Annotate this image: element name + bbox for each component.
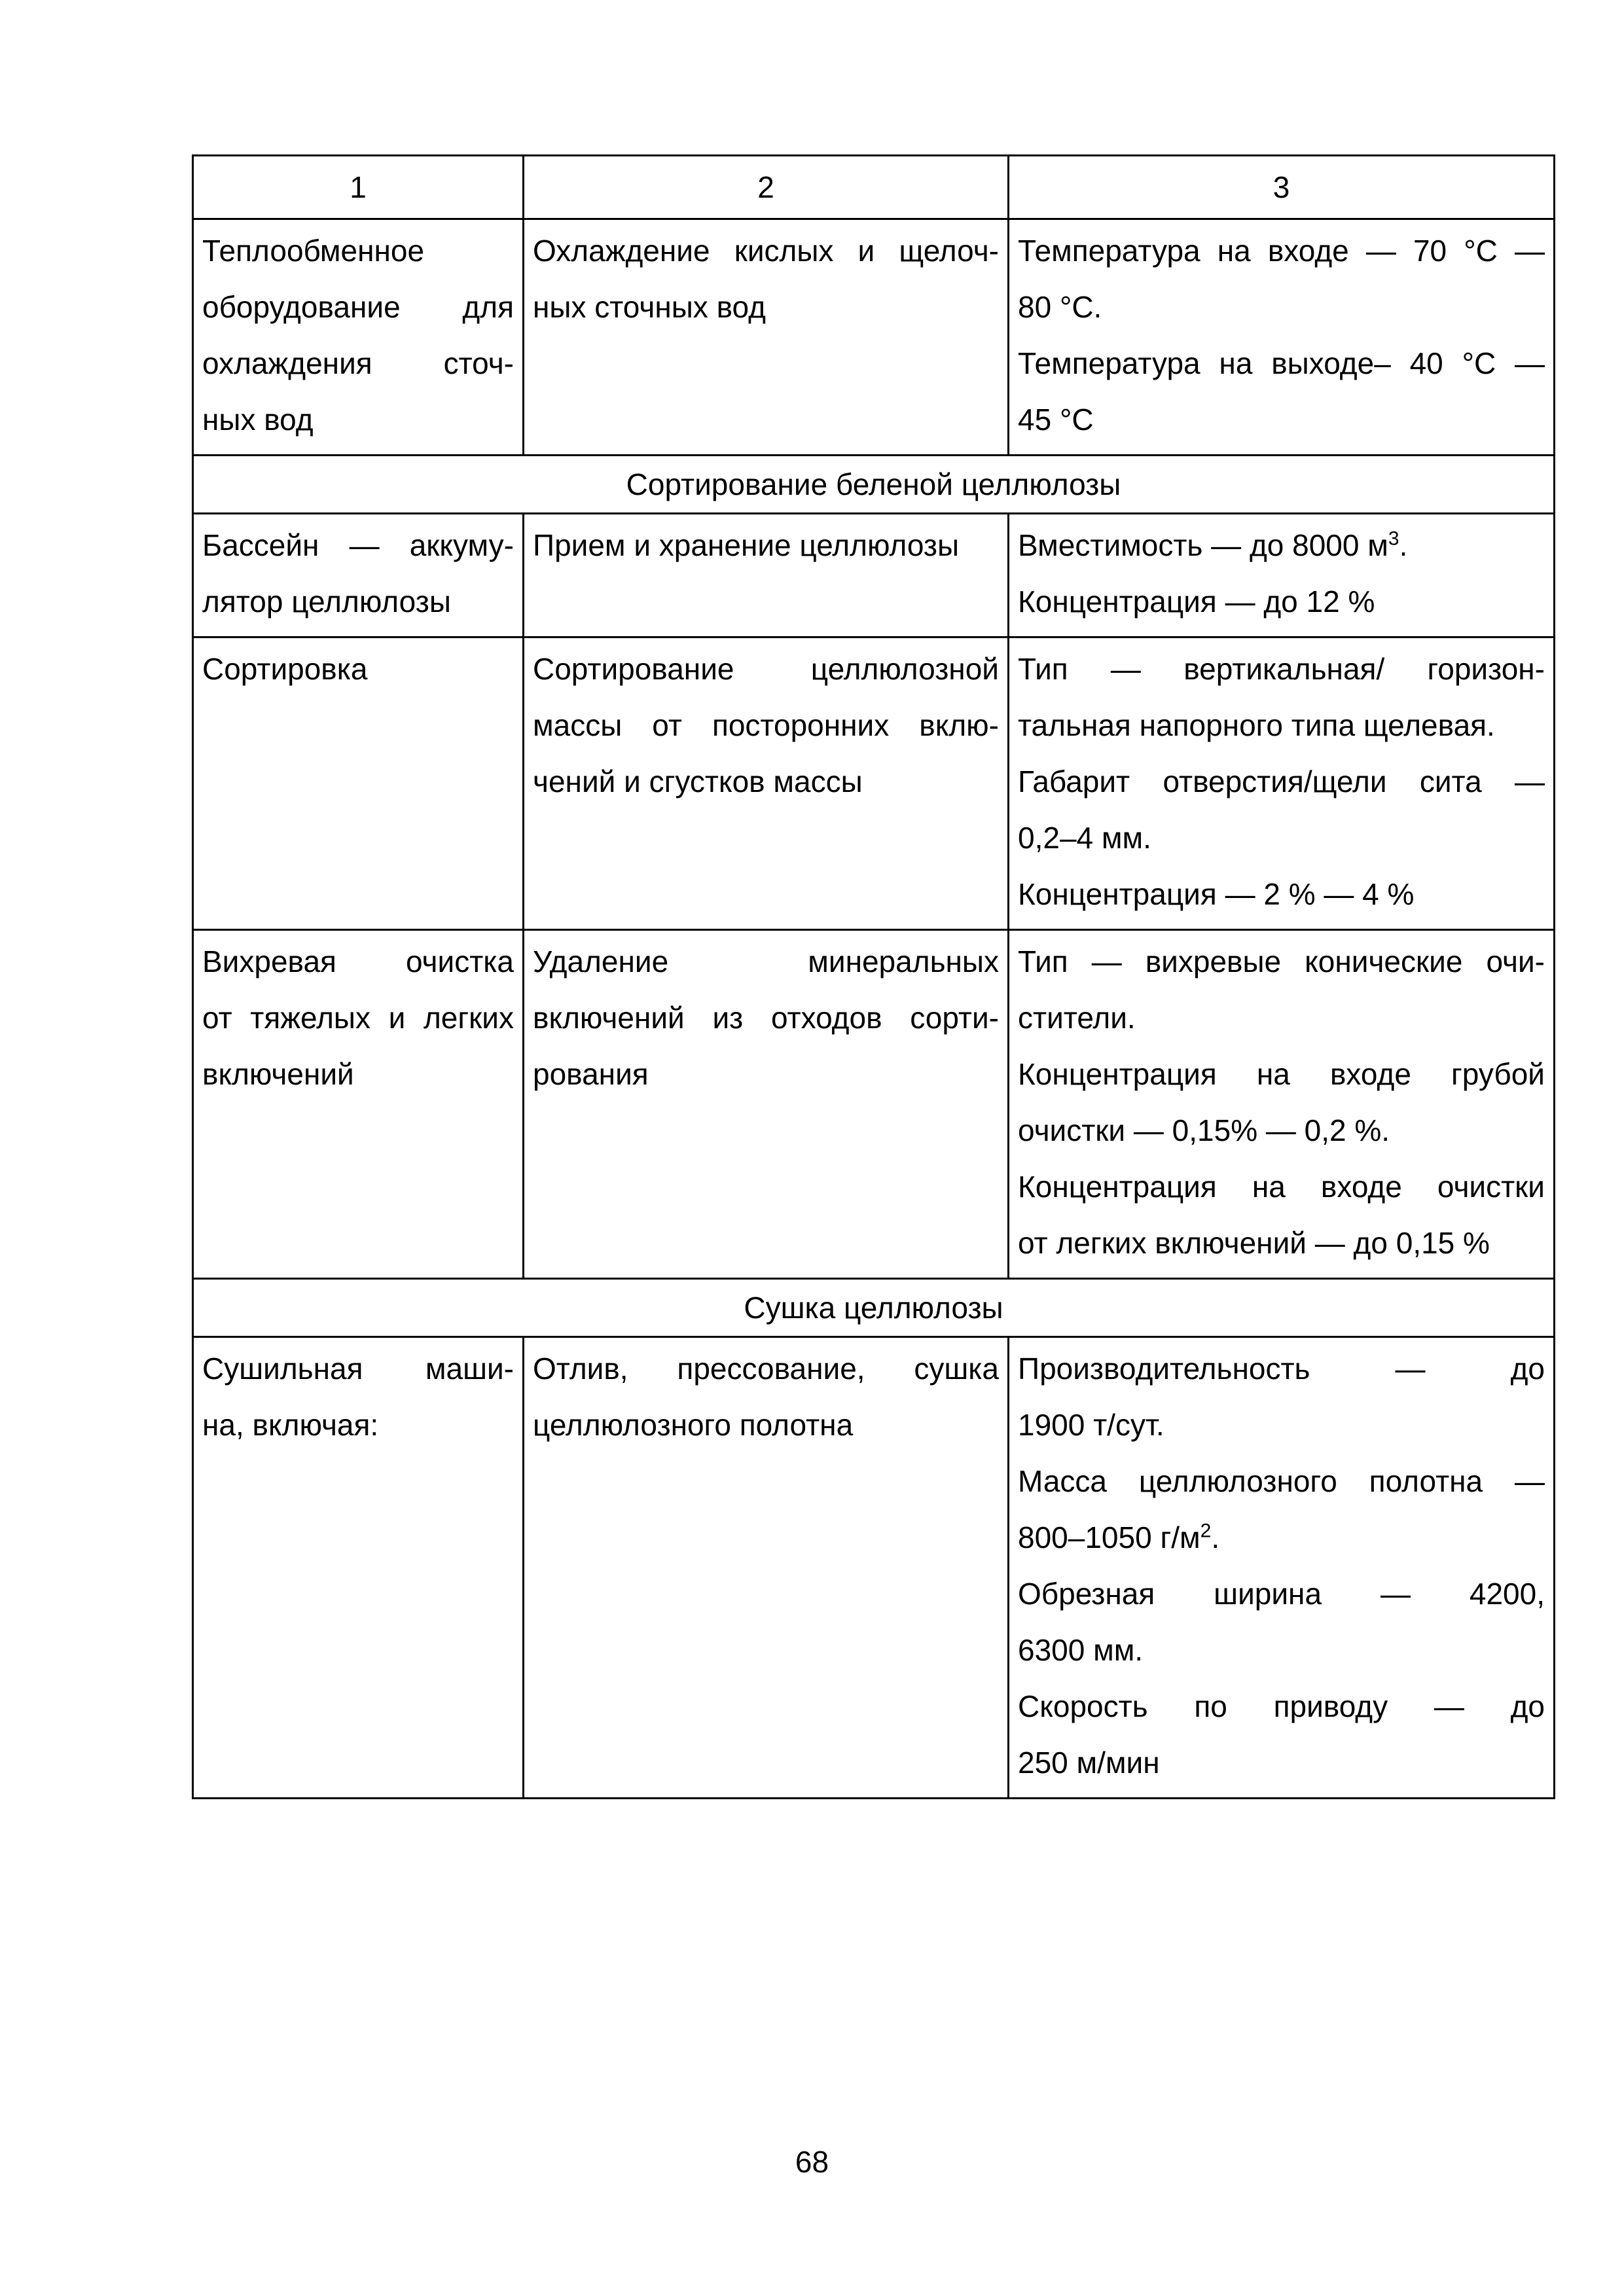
- header-cell-3: 3: [1009, 156, 1555, 219]
- header-row: [193, 156, 1555, 219]
- equipment-cell: [193, 930, 524, 1279]
- cell-line: целлюлозного полотна: [533, 1408, 854, 1442]
- cell-line: Удаление минеральных: [533, 944, 999, 978]
- cell-line: 1900 т/сут.: [1018, 1408, 1164, 1442]
- cell-line: очистки — 0,15% — 0,2 %.: [1018, 1113, 1390, 1147]
- cell-text: Вместимость — до 8000 м: [1018, 528, 1388, 562]
- cell-line: Бассейн — аккуму-: [202, 528, 514, 562]
- cell-line: 0,2–4 мм.: [1018, 821, 1151, 855]
- cell-line: Прием и хранение целлюлозы: [533, 528, 960, 562]
- superscript: 2: [1200, 1520, 1212, 1542]
- cell-text: .: [1211, 1520, 1220, 1554]
- cell-line: Отлив, прессование, сушка: [533, 1352, 999, 1386]
- cell-line: от тяжелых и легких: [202, 1001, 514, 1035]
- cell-line: охлаждения сточ-: [202, 346, 514, 380]
- cell-text: 800–1050 г/м: [1018, 1520, 1200, 1554]
- cell-line: тальная напорного типа щелевая.: [1018, 708, 1495, 742]
- cell-line: Вихревая очистка: [202, 944, 514, 978]
- cell-line: Температура на входе — 70 °С —: [1018, 234, 1545, 268]
- equipment-cell: [193, 1337, 524, 1799]
- equipment-cell: [193, 219, 524, 456]
- table-row: [193, 1337, 1555, 1799]
- purpose-cell: [524, 930, 1009, 1279]
- purpose-cell: [524, 514, 1009, 637]
- cell-line: Теплообменное: [202, 234, 425, 268]
- cell-line: ных сточных вод: [533, 290, 766, 324]
- cell-line: Производительность — до: [1018, 1352, 1545, 1386]
- parameters-cell: [1009, 219, 1555, 456]
- cell-line: Масса целлюлозного полотна —: [1018, 1464, 1545, 1498]
- cell-line: Охлаждение кислых и щелоч-: [533, 234, 999, 268]
- parameters-cell: [1009, 930, 1555, 1279]
- parameters-cell: [1009, 514, 1555, 637]
- cell-line: Концентрация — 2 % — 4 %: [1018, 877, 1415, 911]
- spec-table: [192, 154, 1555, 1799]
- cell-line: Тип — вертикальная/ горизон-: [1018, 652, 1545, 686]
- purpose-cell: [524, 219, 1009, 456]
- section-title: Сушка целлюлозы: [193, 1279, 1555, 1337]
- cell-line: лятор целлюлозы: [202, 584, 451, 619]
- superscript: 3: [1388, 528, 1399, 550]
- table-row: [193, 219, 1555, 456]
- cell-line: Сортировка: [202, 652, 368, 686]
- cell-line: [1018, 517, 1545, 573]
- section-row: [193, 1279, 1555, 1337]
- table-row: [193, 930, 1555, 1279]
- cell-line: Сортирование целлюлозной: [533, 652, 999, 686]
- section-title: Сортирование беленой целлюлозы: [193, 456, 1555, 514]
- cell-line: ных вод: [202, 403, 314, 437]
- cell-line: включений из отходов сорти-: [533, 1001, 999, 1035]
- cell-line: Обрезная ширина — 4200,: [1018, 1577, 1545, 1611]
- cell-line: 250 м/мин: [1018, 1746, 1160, 1780]
- table-row: [193, 514, 1555, 637]
- cell-text: .: [1399, 528, 1408, 562]
- parameters-cell: [1009, 1337, 1555, 1799]
- cell-line: 6300 мм.: [1018, 1633, 1144, 1667]
- cell-line: Тип — вихревые конические очи-: [1018, 944, 1545, 978]
- cell-line: Температура на выходе– 40 °С —: [1018, 346, 1545, 380]
- parameters-cell: [1009, 637, 1555, 930]
- cell-line: Сушильная маши-: [202, 1352, 514, 1386]
- cell-line: Габарит отверстия/щели сита —: [1018, 764, 1545, 798]
- purpose-cell: [524, 637, 1009, 930]
- cell-line: 80 °С.: [1018, 290, 1102, 324]
- page-number: 68: [795, 2145, 829, 2179]
- cell-line: включений: [202, 1057, 354, 1091]
- header-cell-1: 1: [193, 156, 524, 219]
- header-cell-2: 2: [524, 156, 1009, 219]
- cell-line: оборудование для: [202, 290, 514, 324]
- equipment-cell: [193, 514, 524, 637]
- cell-line: Концентрация на входе очистки: [1018, 1170, 1545, 1204]
- cell-line: на, включая:: [202, 1408, 379, 1442]
- cell-line: стители.: [1018, 1001, 1136, 1035]
- cell-line: [1018, 1509, 1545, 1566]
- purpose-cell: [524, 1337, 1009, 1799]
- cell-line: 45 °С: [1018, 403, 1094, 437]
- cell-line: от легких включений — до 0,15 %: [1018, 1226, 1490, 1260]
- section-row: [193, 456, 1555, 514]
- cell-line: рования: [533, 1057, 649, 1091]
- cell-line: Скорость по приводу — до: [1018, 1689, 1545, 1723]
- cell-line: Концентрация на входе грубой: [1018, 1057, 1545, 1091]
- table-row: [193, 637, 1555, 930]
- cell-line: массы от посторонних вклю-: [533, 708, 999, 742]
- cell-line: Концентрация — до 12 %: [1018, 584, 1375, 619]
- equipment-cell: [193, 637, 524, 930]
- cell-line: чений и сгустков массы: [533, 764, 863, 798]
